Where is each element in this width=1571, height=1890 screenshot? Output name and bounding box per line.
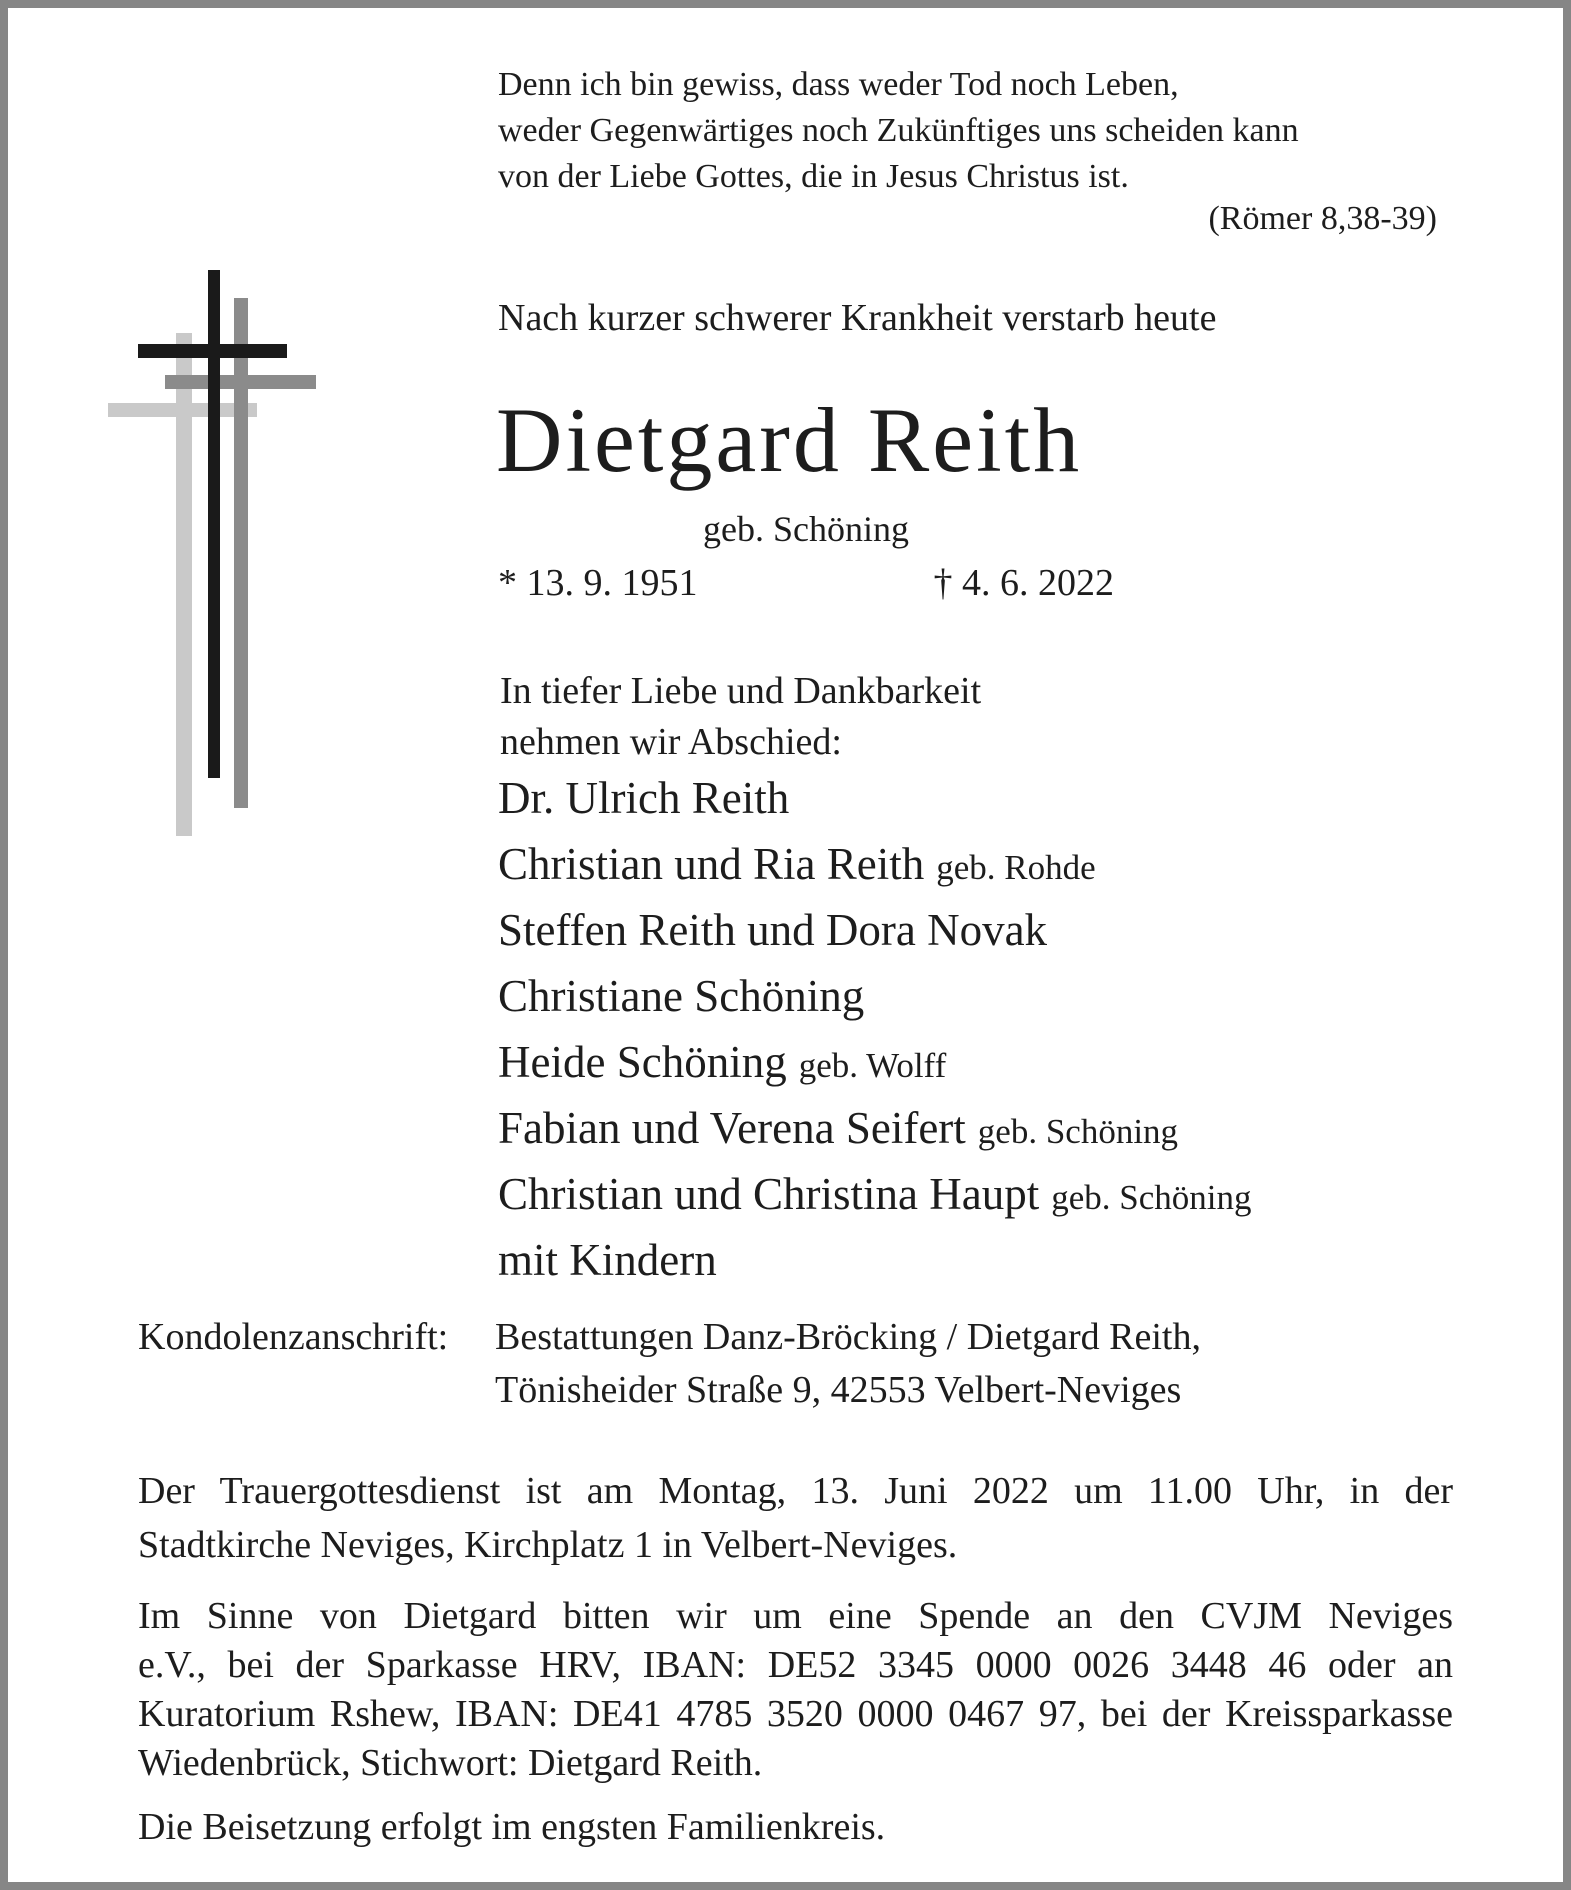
member-maiden-suffix: geb. Wolff [798, 1046, 947, 1085]
announcement-line: Nach kurzer schwerer Krankheit verstarb heute [498, 297, 1217, 339]
death-date: † 4. 6. 2022 [933, 562, 1114, 604]
quote-line: Denn ich bin gewiss, dass weder Tod noch Leben, [498, 66, 1179, 103]
farewell-line: In tiefer Liebe und Dankbarkeit [500, 670, 982, 712]
condolence-line: Bestattungen Danz-Bröcking / Dietgard Reith, [495, 1316, 1201, 1358]
member-maiden-suffix: geb. Schöning [977, 1112, 1179, 1151]
life-dates [498, 561, 1114, 605]
service-paragraph [138, 1464, 1453, 1572]
member-name: Steffen Reith und Dora Novak [498, 905, 1048, 955]
service-line: Stadtkirche Neviges, Kirchplatz 1 in Velbert-Neviges. [138, 1524, 958, 1566]
cross-bar-black-horizontal [138, 344, 287, 358]
family-list [498, 767, 1251, 1295]
member-maiden-suffix: geb. Schöning [1051, 1178, 1252, 1217]
donation-line: Kuratorium Rshew, IBAN: DE41 4785 3520 0000 0467 97, bei der Kreissparkasse [138, 1693, 1453, 1735]
cross-bar-gray-horizontal [165, 375, 316, 389]
member-name: Christian und Ria Reith [498, 839, 925, 889]
condolence-address [138, 1311, 1201, 1417]
condolence-lines [495, 1311, 1201, 1417]
family-member [498, 965, 1251, 1031]
quote-line: weder Gegenwärtiges noch Zukünftiges uns scheiden kann [498, 112, 1299, 149]
donation-line: Im Sinne von Dietgard bitten wir um eine Spende an den CVJM Neviges [138, 1595, 1453, 1637]
condolence-line: Tönisheider Straße 9, 42553 Velbert-Neviges [495, 1369, 1182, 1411]
family-member [498, 1163, 1251, 1229]
member-name: Dr. Ulrich Reith [498, 773, 790, 823]
member-maiden-suffix: geb. Rohde [936, 848, 1096, 887]
family-member [498, 767, 1251, 833]
deceased-name: Dietgard Reith [496, 389, 1083, 491]
condolence-label: Kondolenzanschrift: [138, 1316, 449, 1358]
donation-line: e.V., bei der Sparkasse HRV, IBAN: DE52 3345 0000 0026 3448 46 oder an [138, 1644, 1453, 1686]
member-name: Heide Schöning [498, 1037, 787, 1087]
donation-paragraph [138, 1592, 1453, 1788]
quote-attribution: (Römer 8,38-39) [1208, 200, 1437, 237]
family-member [498, 899, 1251, 965]
member-name: Christian und Christina Haupt [498, 1169, 1040, 1219]
family-member [498, 1031, 1251, 1097]
family-member [498, 1229, 1251, 1295]
farewell-intro [500, 666, 981, 768]
closing-line: Die Beisetzung erfolgt im engsten Familienkreis. [138, 1806, 886, 1848]
birth-date: * 13. 9. 1951 [498, 562, 698, 604]
maiden-name: geb. Schöning [703, 509, 909, 549]
member-name: mit Kindern [498, 1235, 717, 1285]
bible-quote [498, 62, 1299, 200]
service-line: Der Trauergottesdienst ist am Montag, 13. Juni 2022 um 11.00 Uhr, in der [138, 1470, 1453, 1512]
member-name: Christiane Schöning [498, 971, 865, 1021]
donation-line: Wiedenbrück, Stichwort: Dietgard Reith. [138, 1742, 763, 1784]
family-member [498, 833, 1251, 899]
member-name: Fabian und Verena Seifert [498, 1103, 966, 1153]
family-member [498, 1097, 1251, 1163]
quote-line: von der Liebe Gottes, die in Jesus Christus ist. [498, 158, 1129, 195]
farewell-line: nehmen wir Abschied: [500, 721, 842, 763]
memorial-cross-icon [108, 268, 318, 840]
